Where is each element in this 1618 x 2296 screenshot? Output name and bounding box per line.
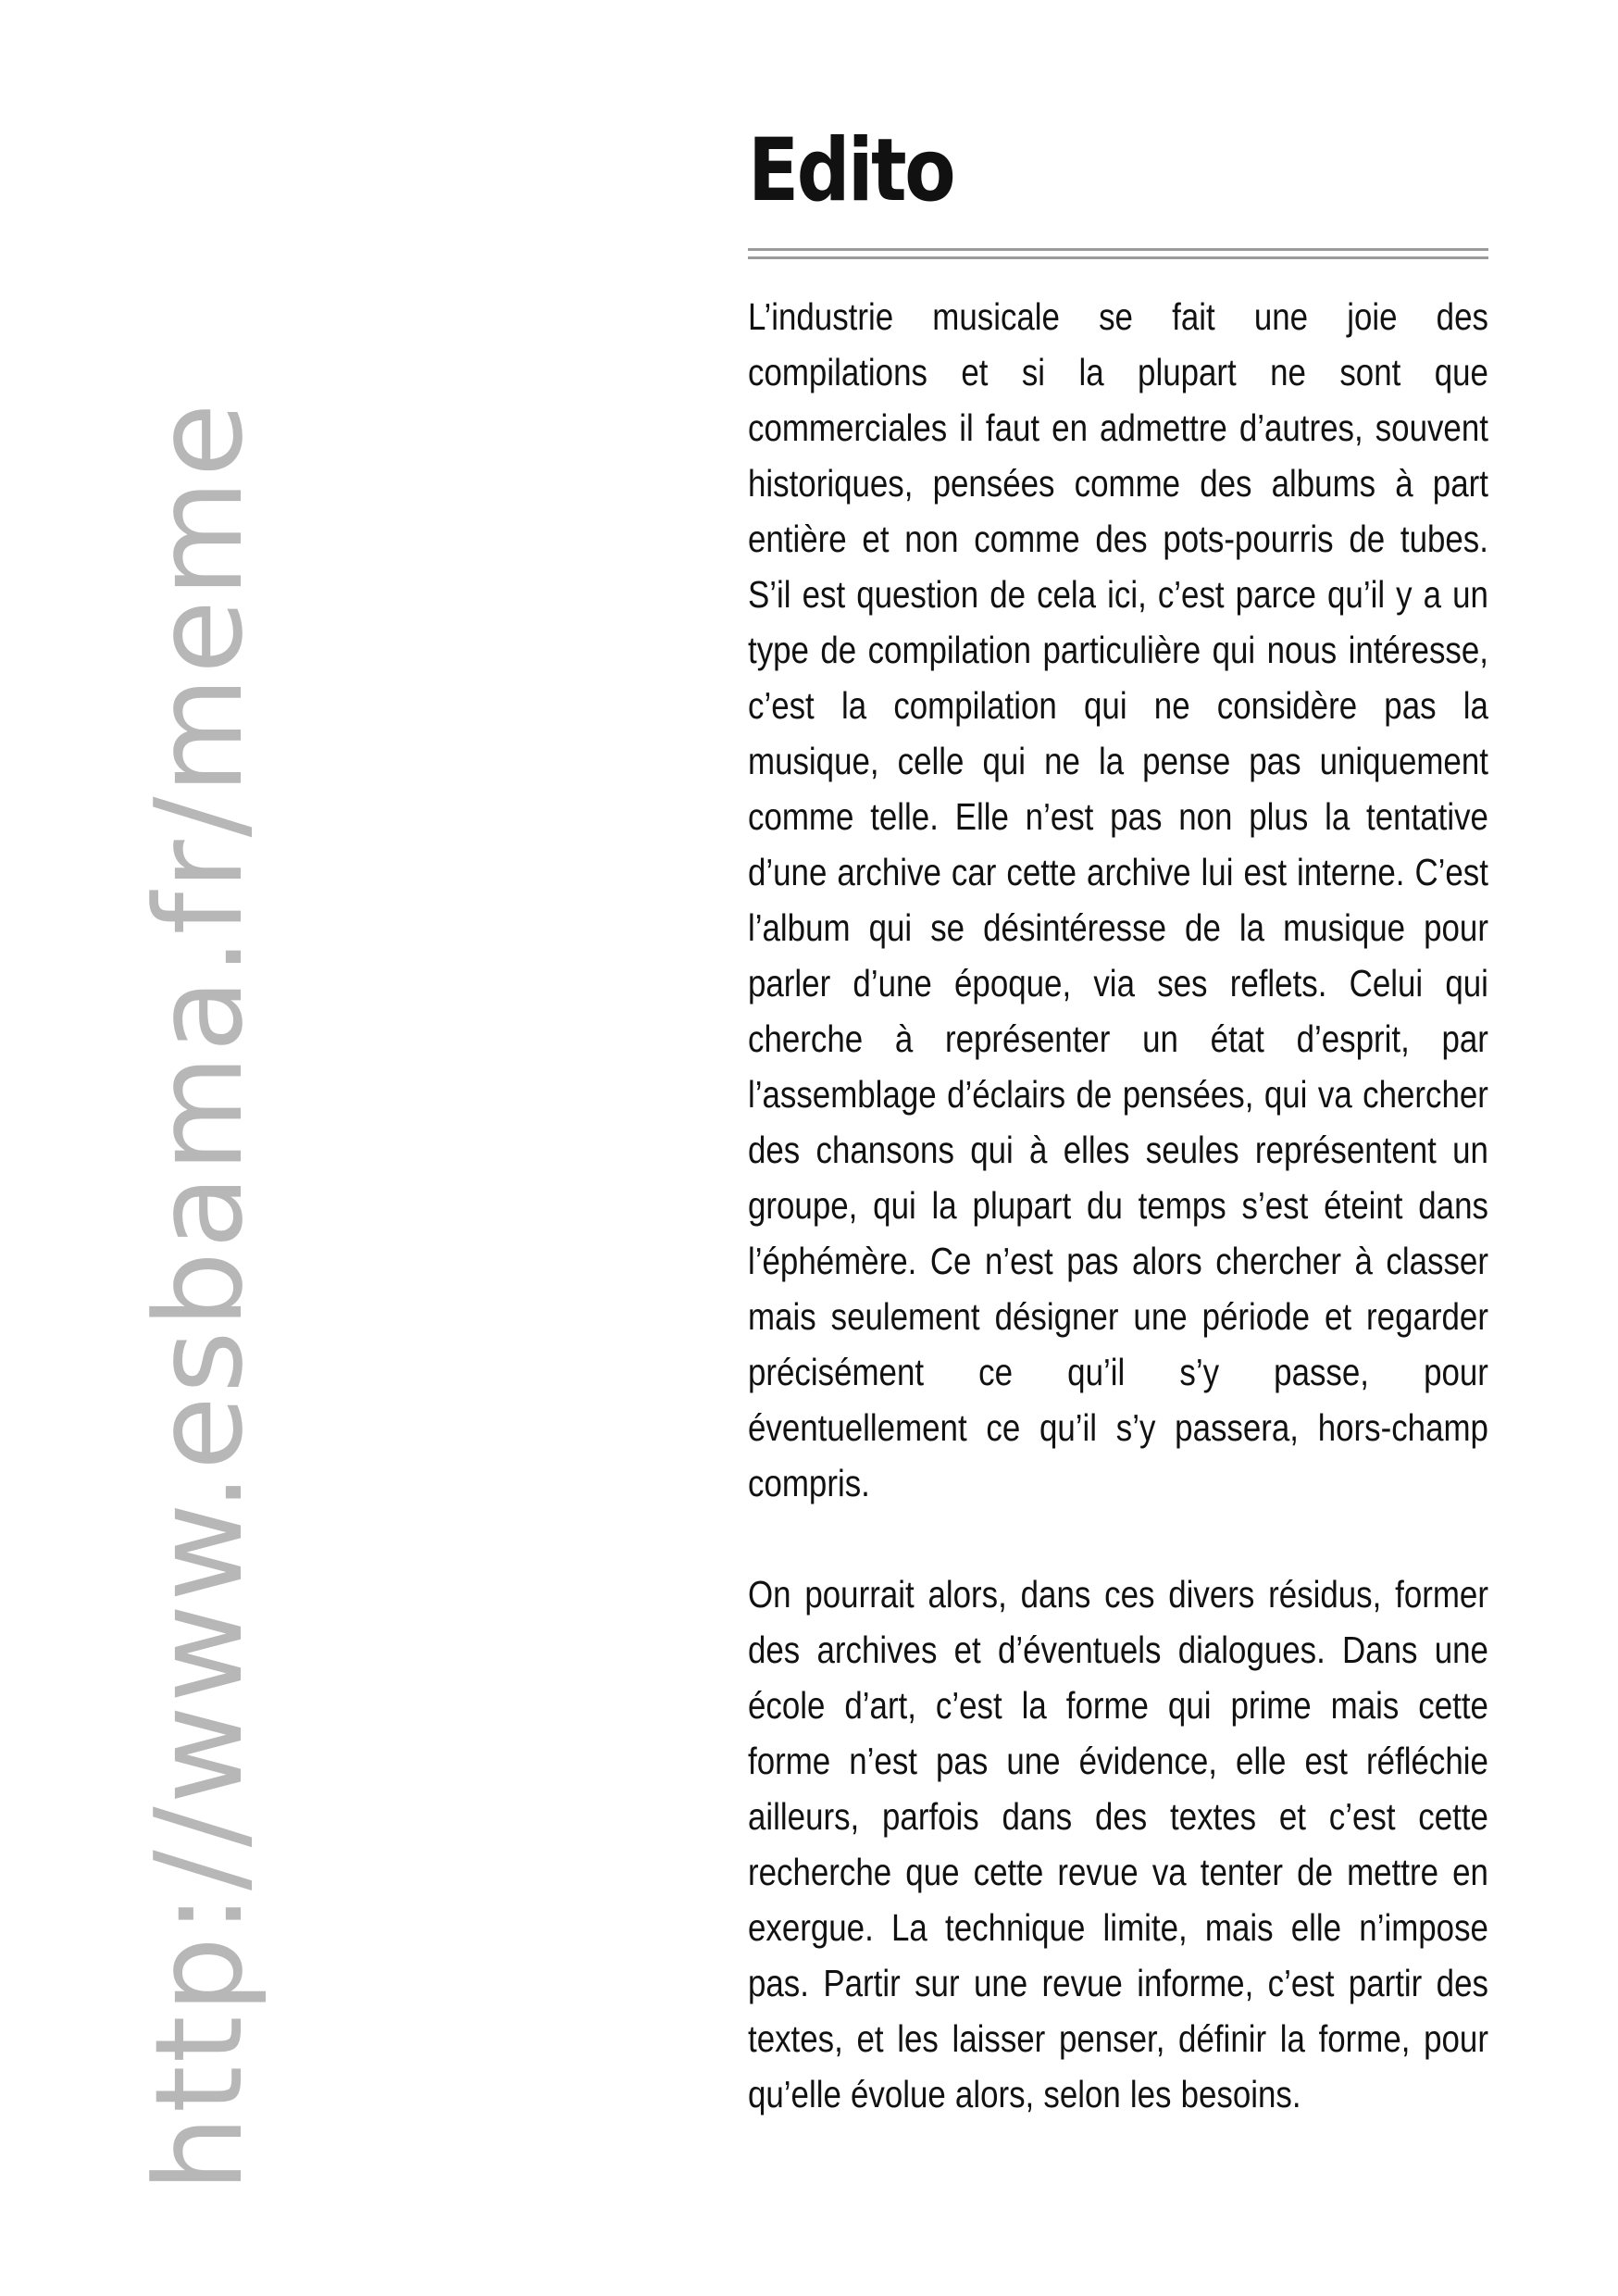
side-url-text: http://www.esbama.fr/meme bbox=[129, 400, 269, 2192]
paragraph-1: L’industrie musicale se fait une joie des compilations et si la plupart ne sont que commerciales il faut en admettre d’autres, souvent historiques, pensées comme des albums à part entière et non comme des pots-pourris de tubes. S’il est question de cela ici, c’est parce qu’il y a un type de compilation particulière qui nous intéresse, c’est la compilation qui ne considère pas la musique, celle qui ne la pense pas uniquement comme telle. Elle n’est pas non plus la tentative d’une archive car cette archive lui est interne. C’est l’album qui se désintéresse de la musique pour parler d’une époque, via ses reflets. Celui qui cherche à représenter un état d’esprit, par l’assemblage d’éclairs de pensées, qui va chercher des chansons qui à elles seules représentent un groupe, qui la plupart du temps s’est éteint dans l’éphémère. Ce n’est pas alors chercher à classer mais seulement désigner une période et regarder précisément ce qu’il s’y passe, pour éventuellement ce qu’il s’y passera, hors-champ compris. bbox=[748, 295, 1488, 1504]
title-rule-top bbox=[748, 248, 1488, 251]
paragraph-2: On pourrait alors, dans ces divers résidus, former des archives et d’éventuels dialogues. Dans une école d’art, c’est la forme qui prime mais cette forme n’est pas une évidence, elle est réfléchie ailleurs, parfois dans des textes et c’est cette recherche que cette revue va tenter de mettre en exergue. La technique limite, mais elle n’impose pas. Partir sur une revue informe, c’est partir des textes, et les laisser penser, définir la forme, pour qu’elle évolue alors, selon les besoins. bbox=[748, 1573, 1488, 2115]
edito-body bbox=[748, 289, 1488, 2122]
page-title: Edito bbox=[748, 120, 954, 221]
title-rule-bottom bbox=[748, 256, 1488, 259]
